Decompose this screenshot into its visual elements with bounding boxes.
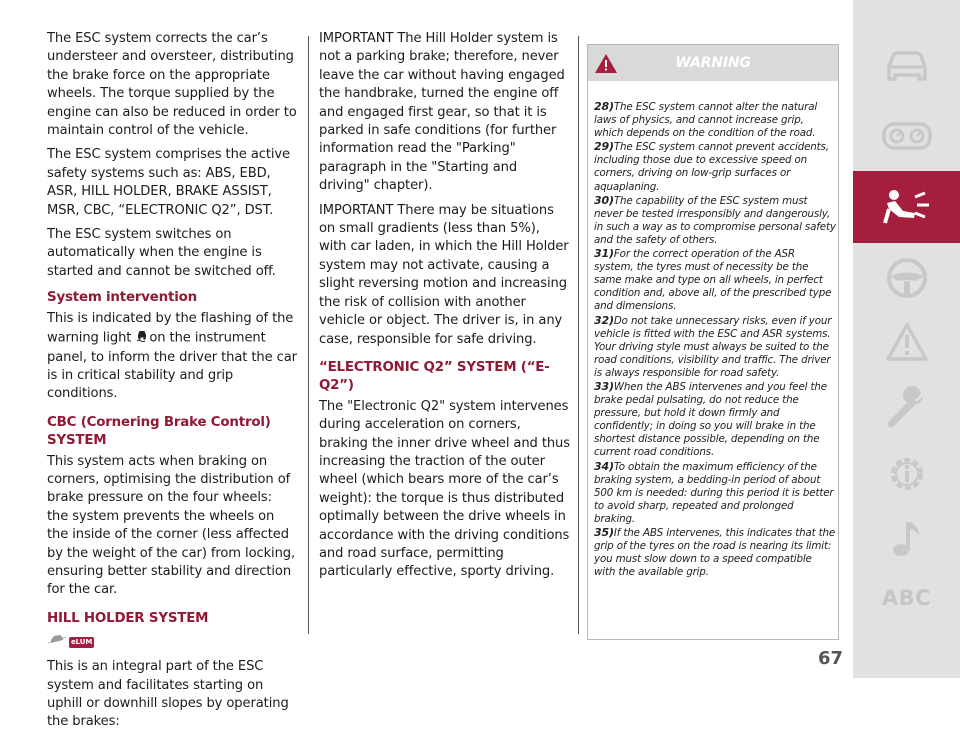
paragraph-electronic-q2: The "Electronic Q2" system intervenes during acceleration on corners, braking the inner drive wheel and thus increasing the traction of the outer wheel (which bears more of the car’s weight): the torque is thus distributed optimally between the drive wheels in accordance with the driving conditions and road surface, permitting particularly effective, sporty driving. <box>319 398 570 580</box>
intervention-text-a: This is indicated by the flashing of the warning light <box>47 310 294 346</box>
warning-item: 35)If the ABS intervenes, this indicates that the grip of the tyres on the road is nearing its limit: you must slow down to a speed compatible with the available grip. <box>594 526 836 579</box>
warning-title: WARNING <box>675 55 751 71</box>
heading-hill-holder: HILL HOLDER SYSTEM <box>47 610 209 626</box>
abc-index-link[interactable] <box>853 562 960 634</box>
warning-item: 33)When the ABS intervenes and you feel the brake pedal pulsating, do not reduce the pressure, but hold it down firmly and confidently; in doing so you will brake in the shortest distance possible, depending on the current road conditions. <box>594 379 827 459</box>
car-icon[interactable] <box>853 30 960 102</box>
heading-electronic-q2: “ELECTRONIC Q2” SYSTEM (“E-Q2”) <box>319 359 550 394</box>
paragraph-esc-switches-on: The ESC system switches on automatically when the engine is started and cannot be switched off. <box>47 227 276 279</box>
paragraph-important-gradients: IMPORTANT There may be situations on small gradients (less than 5%), with car laden, in which the Hill Holder system may not activate, causing a slight reversing motion and increasing the risk of collision with another vehicle or object. The driver is, in any case, responsible for safe driving. <box>319 202 569 347</box>
paragraph-cbc: This system acts when braking on corners, optimising the distribution of brake pressure on the four wheels: the system prevents the wheels on the inside of the corner (less affected by the weight of the car) from locking, ensuring better stability and direction for the car. <box>47 453 296 598</box>
hill-holder-car-icon <box>47 633 67 651</box>
paragraph-esc-comprises: The ESC system comprises the active safety systems such as: ABS, EBD, ASR, HILL HOLDER, BRAKE ASSIST, MSR, CBC, “ELECTRONIC Q2”, DST. <box>47 147 291 218</box>
paragraph-important-parking: IMPORTANT The Hill Holder system is not a parking brake; therefore, never leave the car without having engaged the handbrake, turned the engine off and engaged first gear, so that it is parked in safe conditions (for further information read the "Parking" paragraph in the "Starting and driving" chapter). <box>319 31 565 194</box>
column-divider-2 <box>578 36 579 634</box>
heading-system-intervention: System intervention <box>47 290 197 306</box>
warning-item: 29)The ESC system cannot prevent accidents, including those due to excessive speed on corners, driving on low-grip surfaces or aquaplaning. <box>594 140 829 193</box>
abc-label: ABC <box>881 586 932 610</box>
warning-item: 31)For the correct operation of the ASR system, the tyres must of necessity be the same make and type on all wheels, in perfect condition and, above all, of the prescribed type and dimensions. <box>594 247 832 313</box>
paragraph-intervention <box>47 310 297 404</box>
warning-item: 34)To obtain the maximum efficiency of the braking system, a bedding-in period of about 500 km is needed: during this period it is better to avoid sharp, repeated and prolonged braking. <box>594 459 834 525</box>
warning-item: 28)The ESC system cannot alter the natural laws of physics, and cannot increase grip, which depends on the condition of the road. <box>594 100 818 140</box>
elum-badge: eLUM <box>71 637 93 646</box>
column-divider-1 <box>308 36 309 634</box>
hill-holder-icons <box>47 632 297 652</box>
wrench-icon[interactable] <box>853 372 960 444</box>
paragraph-hill-holder: This is an integral part of the ESC system and facilitates starting on uphill or downhill slopes by operating the brakes: <box>47 659 289 730</box>
warning-item: 30)The capability of the ESC system must never be tested irresponsibly and dangerously, in such a way as to compromise personal safety and the safety of others. <box>594 193 836 246</box>
heading-cbc-system: CBC (Cornering Brake Control) SYSTEM <box>47 414 271 449</box>
warning-triangle-icon[interactable] <box>853 306 960 378</box>
gear-info-icon[interactable] <box>853 438 960 510</box>
dashboard-gauge-icon[interactable] <box>853 100 960 172</box>
page-number: 67 <box>818 648 844 669</box>
steering-wheel-icon[interactable] <box>853 242 960 314</box>
esc-warning-light-icon <box>135 328 149 348</box>
warning-box <box>587 44 839 640</box>
paragraph-esc-corrects: The ESC system corrects the car’s understeer and oversteer, distributing the brake force on the appropriate wheels. The torque supplied by the engine can also be reduced in order to maintain control of the vehicle. <box>47 31 297 139</box>
driver-airbag-icon[interactable] <box>853 171 960 243</box>
warning-header <box>588 45 838 81</box>
intervention-text-b: on the instrument panel, to inform the driver that the car is in critical stability and grip conditions. <box>47 330 297 402</box>
warning-list <box>594 100 836 640</box>
text-column-middle <box>319 30 571 588</box>
text-column-left <box>47 30 297 738</box>
chapter-sidebar <box>853 0 960 678</box>
warning-item: 32)Do not take unnecessary risks, even if your vehicle is fitted with the ESC and ASR systems. Your driving style must always be suited to the road conditions, visibility and traffic. The driver is always responsible for road safety. <box>594 313 832 379</box>
